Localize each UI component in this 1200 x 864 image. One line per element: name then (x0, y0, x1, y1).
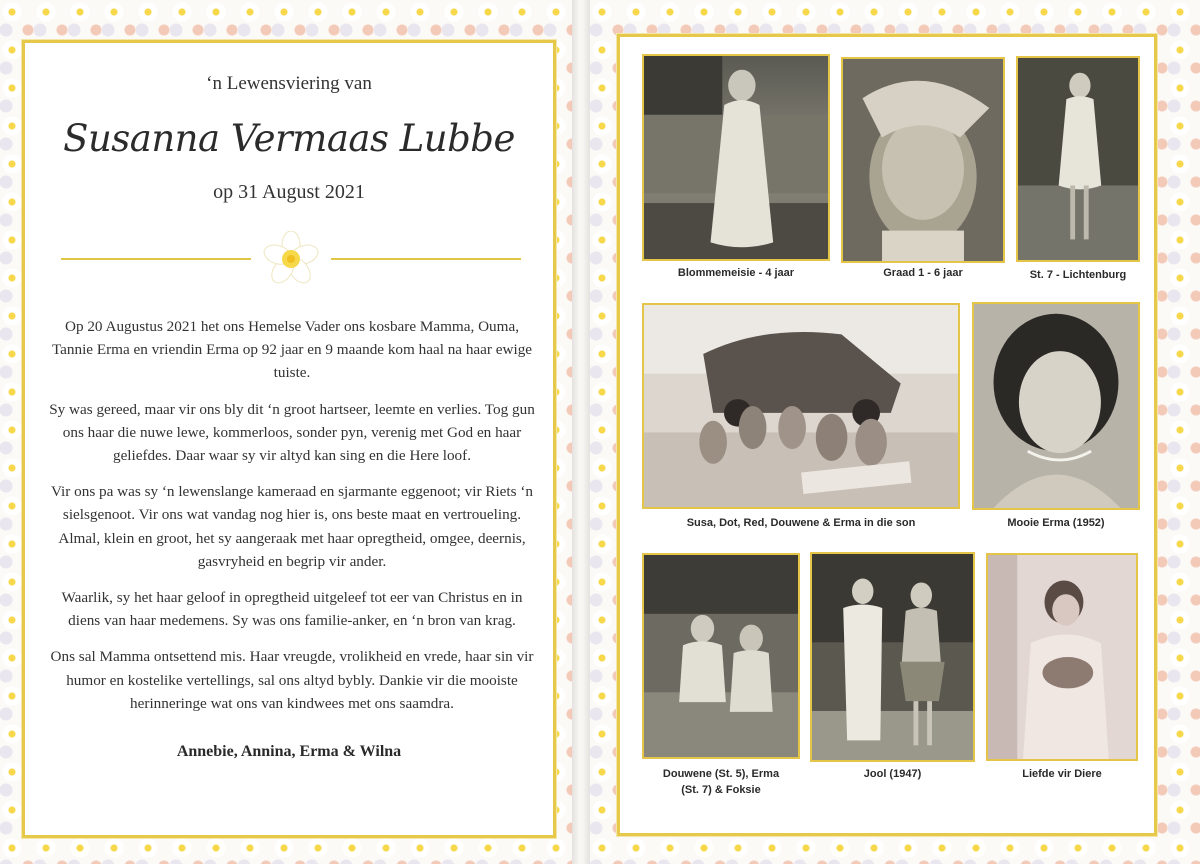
caption-lichtenburg: St. 7 - Lichtenburg (1029, 269, 1127, 281)
divider-right (331, 258, 521, 260)
photo-lichtenburg (1016, 56, 1140, 262)
left-frame (22, 40, 556, 838)
caption-liefde-vir-diere: Liefde vir Diere (1022, 768, 1102, 780)
service-date: op 31 August 2021 (213, 181, 365, 203)
tribute-paragraph: Ons sal Mamma ontsettend mis. Haar vreugde, vrolikheid en vrede, haar sin vir humor en kostelike vertellings, sal ons altyd bybly. Dankie vir die mooiste herinneringe wat ons van kindwees met ons saamdra. (50, 648, 534, 712)
caption-douwene-erma-foksie (642, 766, 800, 798)
left-page (0, 0, 572, 864)
tribute-text (49, 315, 535, 728)
caption-line-1: Douwene (St. 5), Erma (662, 768, 780, 780)
tribute-paragraph: Vir ons pa was sy ‘n lewenslange kameraad en sjarmante eggenoot; vir Riets ‘n sielsgenoot. Vir ons wat vandag nog hier is, ons beste maat en vertroueling. Almal, klein en groot, het sy aangeraak met haar opregtheid, omgee, deernis, gasvryheid en begrip vir ander. (51, 483, 533, 570)
right-frame (617, 34, 1157, 836)
intro-text: ‘n Lewensviering van (206, 73, 372, 94)
frangipani-flower-icon (261, 231, 321, 287)
photo-jool (810, 552, 975, 762)
deceased-name: Susanna Vermaas Lubbe (63, 117, 515, 160)
caption-line-2: (St. 7) & Foksie (681, 784, 761, 796)
page-gutter (572, 0, 590, 864)
divider-left (61, 258, 251, 260)
caption-in-the-sun: Susa, Dot, Red, Douwene & Erma in die son (686, 517, 916, 529)
tribute-paragraph: Op 20 Augustus 2021 het ons Hemelse Vader ons kosbare Mamma, Ouma, Tannie Erma en vriendin Erma op 92 jaar en 9 maande kom haal na haar ewige tuiste. (51, 318, 533, 382)
photo-in-the-sun (642, 303, 960, 509)
tribute-paragraph: Waarlik, sy het haar geloof in opregtheid uitgeleef tot eer van Christus en in diens van haar medemens. Sy was ons familie-anker, en ‘n bron van krag. (61, 589, 523, 630)
photo-liefde-vir-diere (986, 553, 1138, 761)
right-page (590, 0, 1200, 864)
caption-grade-one: Graad 1 - 6 jaar (883, 267, 963, 279)
photo-mooie-erma (972, 302, 1140, 510)
caption-jool: Jool (1947) (863, 768, 922, 780)
tribute-paragraph: Sy was gereed, maar vir ons bly dit ‘n groot hartseer, leemte en verlies. Tog gun ons haar die nuwe lewe, kommerloos, sonder pyn, verenig met God en haar geliefdes. Daar waar sy vir altyd kan sing en die Here loof. (49, 400, 535, 465)
photo-grade-one (841, 57, 1005, 263)
caption-flower-girl: Blommemeisie - 4 jaar (677, 267, 795, 279)
photo-douwene-erma-foksie (642, 553, 800, 759)
caption-mooie-erma: Mooie Erma (1952) (1007, 517, 1105, 529)
photo-flower-girl (642, 54, 830, 261)
signature: Annebie, Annina, Erma & Wilna (176, 743, 402, 760)
